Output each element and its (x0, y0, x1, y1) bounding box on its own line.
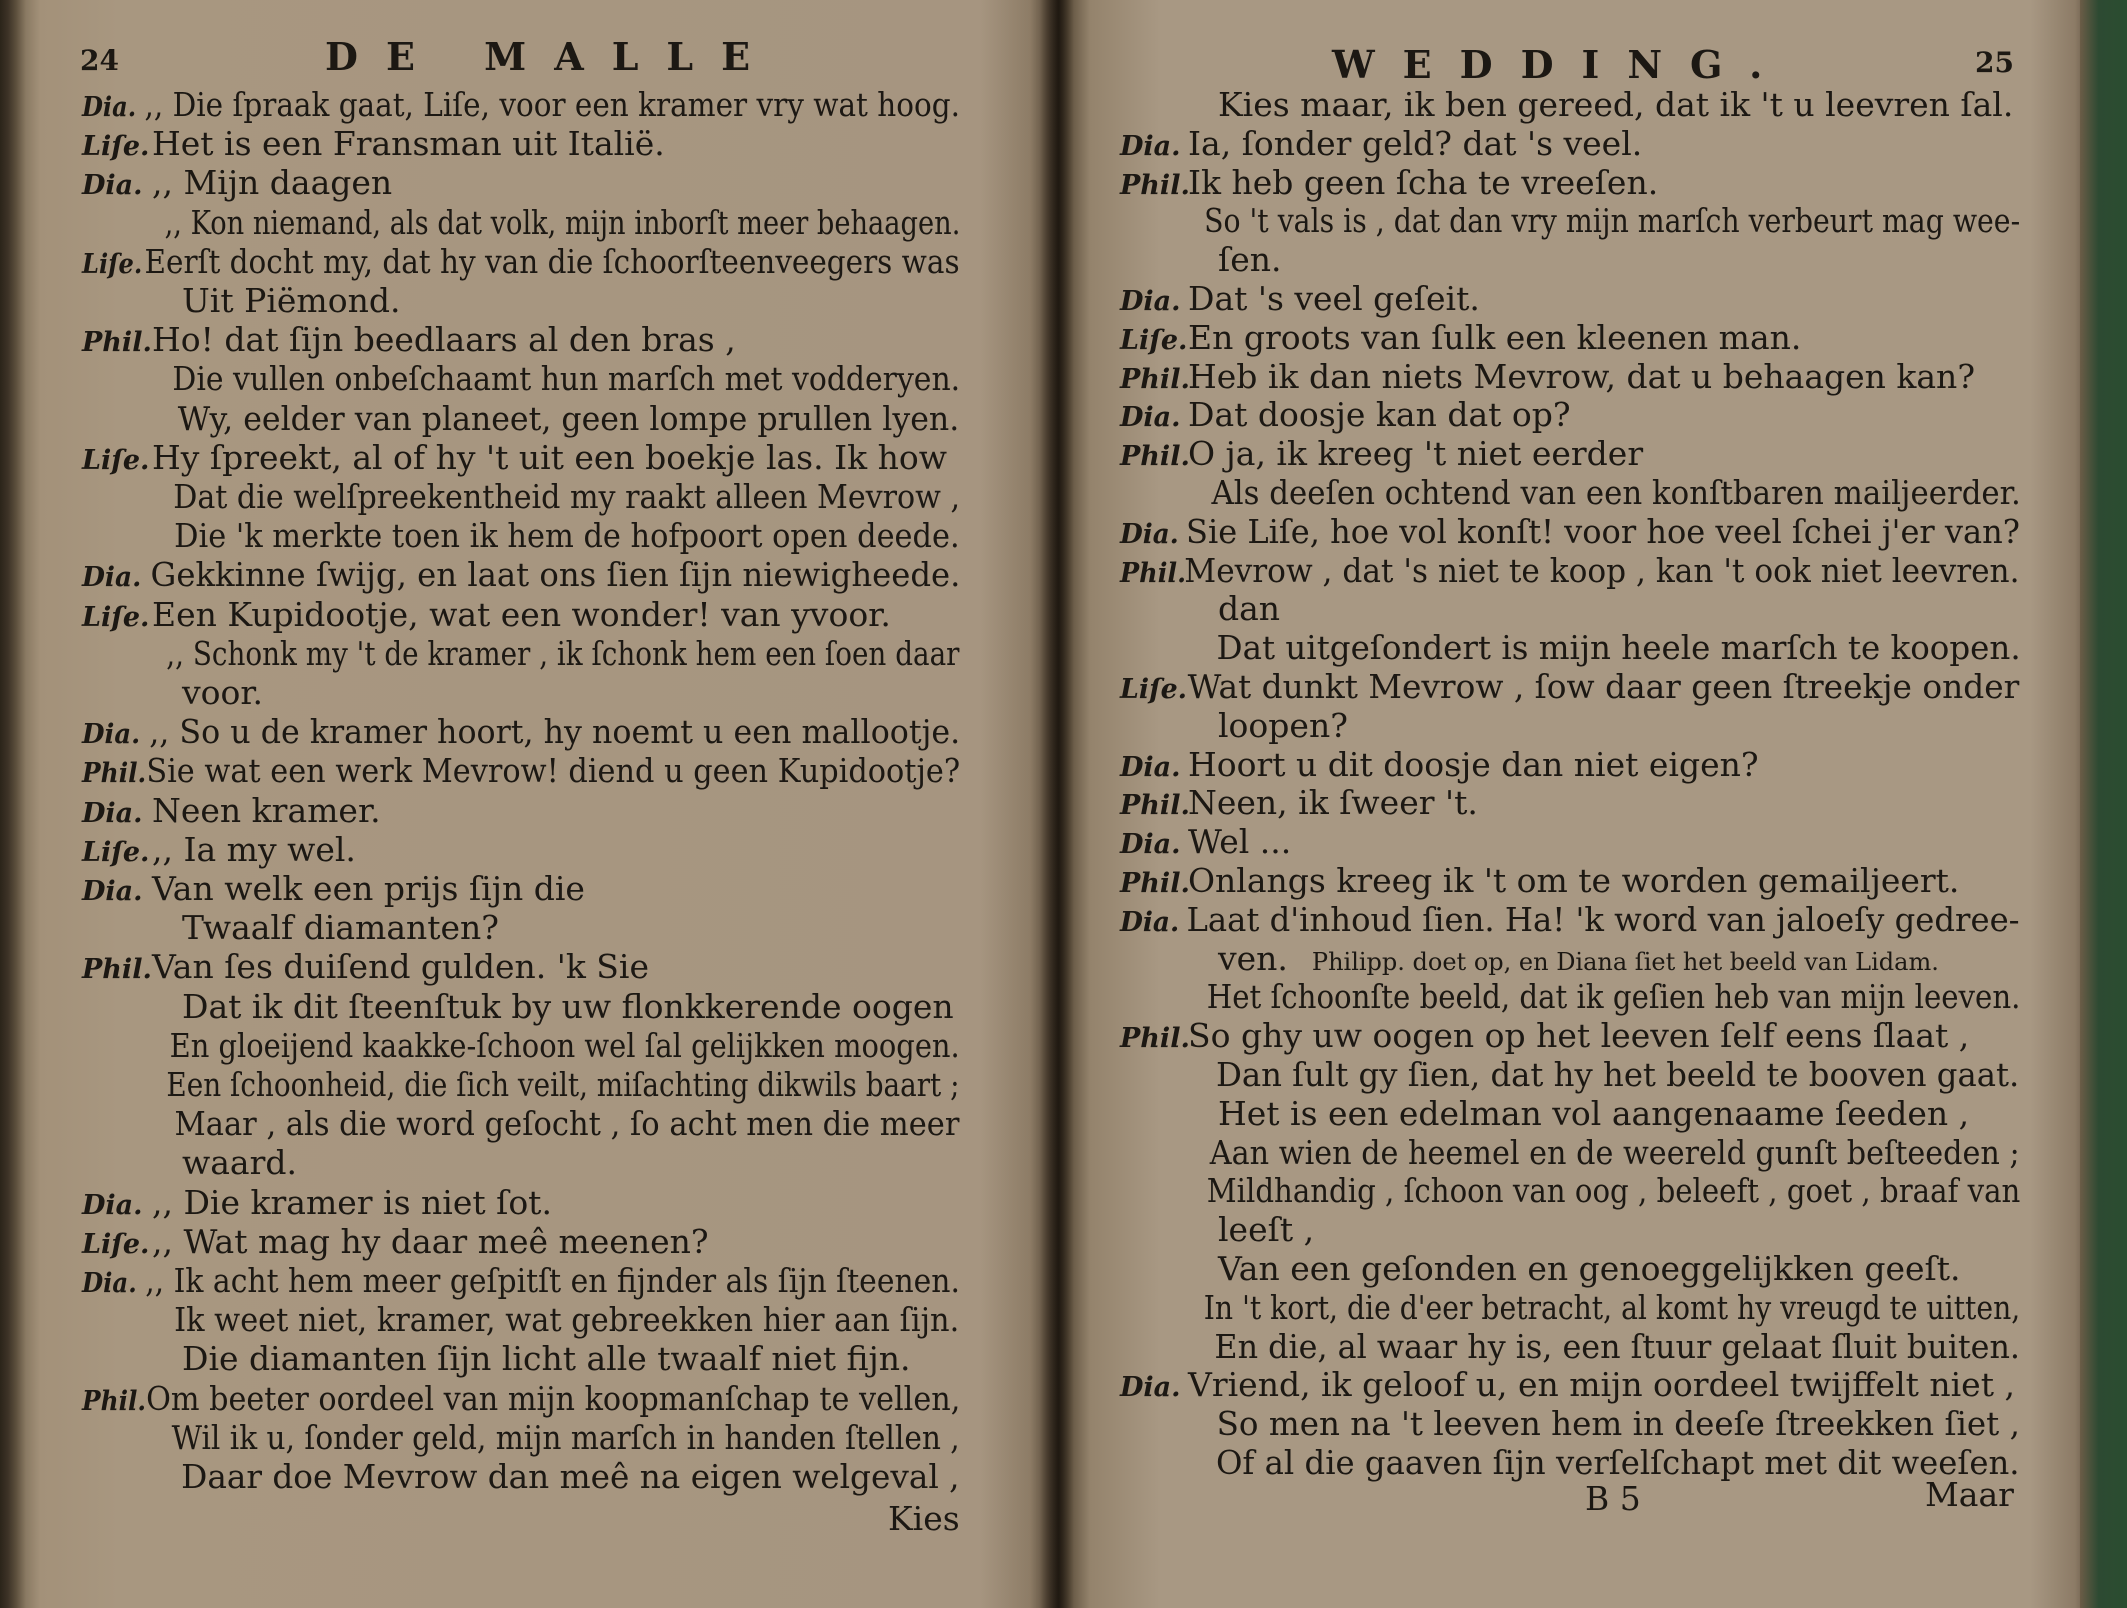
speaker-name: Liſe. (82, 131, 150, 163)
verse-text: Laat d'inhoud ſien. Ha! 'k word van jaloeſy gedree- (1186, 899, 2020, 939)
page-number-left: 24 (80, 44, 119, 77)
text-line (1120, 358, 1975, 399)
speaker-name: Phil. (1120, 363, 1190, 395)
verse-text: waard. (182, 1143, 297, 1183)
verse-text: ,, Die ſpraak gaat, Liſe, voor een kramer vry wat hoog. (144, 85, 960, 124)
speaker-name: Dia. (1120, 130, 1181, 162)
verse-text: Heb ik dan niets Mevrow, dat u behaagen kan? (1188, 356, 1976, 396)
verse-text: En gloeijend kaakke-ſchoon wel ſal gelijkken moogen. (169, 1025, 960, 1065)
speaker-name: Dia. (1120, 518, 1179, 550)
text-line (1120, 1328, 2020, 1366)
text-line (82, 831, 356, 872)
text-line (82, 243, 960, 284)
text-line (1120, 1095, 1969, 1133)
verse-text: ſen. (1218, 240, 1282, 280)
text-line (1120, 668, 2019, 709)
text-line (82, 635, 959, 673)
text-line (1120, 319, 1801, 360)
text-line (82, 1262, 960, 1303)
verse-text: O ja, ik kreeg 't niet eerder (1188, 434, 1644, 474)
text-line (1120, 1366, 2015, 1407)
text-line (1120, 1056, 2019, 1094)
text-line (82, 1184, 552, 1225)
speaker-name: Dia. (82, 797, 143, 829)
text-line (82, 282, 400, 320)
verse-text: ,, Kon niemand, als dat volk, mijn inborſt meer behaagen. (164, 202, 961, 242)
text-line (1120, 978, 2020, 1016)
verse-text: ven. (1218, 938, 1288, 978)
text-line (1120, 823, 1291, 864)
verse-text: Ik heb geen ſcha te vreeſen. (1188, 162, 1659, 202)
text-line (82, 1458, 960, 1496)
text-line (82, 321, 736, 362)
speaker-name: Dia. (1120, 829, 1181, 861)
text-line (1120, 474, 2021, 512)
text-line (82, 1066, 959, 1104)
speaker-name: Phil. (1120, 557, 1187, 589)
speaker-name: Liſe. (82, 836, 150, 868)
verse-text: loopen? (1218, 705, 1348, 745)
verse-text: Dat uitgeſondert is mijn heele marſch te koopen. (1216, 628, 2021, 668)
verse-text: Uit Piëmond. (182, 281, 401, 320)
text-line (1120, 164, 1658, 205)
verse-text: Wil ik u, ſonder geld, mijn marſch in handen ſtellen , (171, 1417, 960, 1457)
verse-text: ,, So u de kramer hoort, hy noemt u een mallootje. (149, 712, 961, 752)
verse-text: Als deeſen ochtend van een konſtbaren mailjeerder. (1211, 473, 2021, 512)
text-line (1120, 1444, 2020, 1482)
text-line (1120, 1017, 1969, 1058)
speaker-name: Liſe. (1120, 324, 1188, 356)
verse-text: So 't vals is , dat dan vry mijn marſch verbeurt mag wee- (1204, 201, 2021, 241)
text-line (82, 360, 960, 398)
text-line (1120, 125, 1642, 166)
verse-text: Om beeter oordeel van mijn koopmanſchap te vellen, (146, 1378, 961, 1418)
speaker-name: Dia. (82, 1268, 137, 1299)
speaker-name: Dia. (1120, 286, 1181, 317)
text-line (82, 792, 381, 833)
speaker-name: Dia. (82, 876, 143, 907)
speaker-name: Phil. (82, 954, 152, 986)
speaker-name: Liſe. (82, 601, 150, 633)
text-line (82, 1027, 960, 1065)
text-line (82, 948, 649, 989)
verse-text: Daar doe Mevrow dan meê na eigen welgeval , (181, 1457, 960, 1496)
speaker-name: Phil. (1120, 790, 1190, 822)
text-line (1120, 1289, 2020, 1327)
verse-text: Het ſchoonſte beeld, dat ik geſien heb van mijn leeven. (1206, 977, 2021, 1017)
page-number-right: 25 (1975, 46, 2014, 79)
verse-text: ,, Ik acht hem meer geſpitſt en fijnder als ſijn ſteenen. (145, 1261, 960, 1300)
text-line (1120, 1211, 1314, 1249)
text-line (82, 596, 891, 637)
verse-text: Neen kramer. (152, 790, 381, 830)
verse-text: Het is een edelman vol aangenaame ſeeden , (1218, 1093, 1970, 1133)
text-line (82, 988, 954, 1026)
text-line (82, 478, 960, 516)
verse-text: Gekkinne ſwijg, en laat ons ſien ſijn niewigheede. (150, 555, 961, 595)
text-line (1120, 590, 1280, 628)
speaker-name: Phil. (82, 758, 147, 790)
text-line (1120, 1134, 2020, 1172)
verse-text: En die, al waar hy is, een ſtuur gelaat ſluit buiten. (1214, 1326, 2021, 1366)
verse-text: Ik weet niet, kramer, wat gebreekken hier aan ſijn. (174, 1300, 960, 1340)
verse-text: Vriend, ik geloof u, en mijn oordeel twijffelt niet , (1188, 1365, 2015, 1405)
verse-text: dan (1218, 589, 1281, 629)
text-line (1120, 86, 2013, 124)
text-line (1120, 1405, 2020, 1443)
verse-text: Of al die gaaven ſijn verſelſchapt met dit weeſen. (1215, 1443, 2020, 1482)
text-line (1120, 280, 1480, 321)
text-line (82, 1144, 297, 1182)
speaker-name: Liſe. (82, 444, 150, 476)
text-line (1120, 746, 1759, 787)
right-page (1060, 0, 2100, 1608)
text-line (1120, 707, 1348, 745)
text-line (82, 1340, 910, 1378)
text-line (1120, 629, 2021, 667)
stage-direction: Philipp. doet op, en Diana ſiet het beeld van Lidam. (1311, 947, 1939, 976)
catchword-left: Kies (888, 1499, 960, 1538)
verse-text: Van ſes duiſend gulden. 'k Sie (152, 947, 649, 987)
text-line (82, 164, 392, 205)
verse-text: Dat 's veel geſeit. (1188, 279, 1480, 318)
verse-text: Wel ... (1188, 822, 1292, 862)
verse-text: Het is een Fransman uit Italië. (152, 124, 665, 164)
text-line (82, 556, 960, 597)
text-line (1120, 1250, 1961, 1288)
verse-text: Dat die welſpreekentheid my raakt alleen Mevrow , (173, 477, 961, 516)
verse-text: Sie Liſe, hoe vol konſt! voor hoe veel ſchei j'er van? (1186, 511, 2020, 551)
speaker-name: Dia. (82, 719, 141, 751)
text-line (82, 400, 959, 438)
verse-text: Een ſchoonheid, die ſich veilt, miſachting dikwils baart ; (166, 1065, 960, 1104)
book-cover-edge (2080, 0, 2127, 1608)
speaker-name: Phil. (1120, 868, 1190, 899)
verse-text: Een Kupidootje, wat een wonder! van yvoor. (152, 594, 891, 634)
verse-text: Twaalf diamanten? (182, 908, 499, 948)
speaker-name: Phil. (1120, 1023, 1190, 1055)
verse-text: Onlangs kreeg ik 't om te worden gemailjeert. (1188, 861, 1960, 900)
verse-text: Van een geſonden en genoeggelijkken geeſt. (1218, 1249, 1961, 1288)
verse-text: Dat ik dit ſteenſtuk by uw flonkkerende oogen (182, 986, 954, 1026)
verse-text: Die vullen onbeſchaamt hun marſch met vodderyen. (172, 359, 961, 399)
speaker-name: Dia. (1120, 1372, 1181, 1404)
speaker-name: Dia. (1120, 906, 1180, 938)
verse-text: Eerſt docht my, dat hy van die ſchoorſteenveegers was (144, 241, 960, 281)
verse-text: Mildhandig , ſchoon van oog , beleeft , goet , braaf van (1206, 1171, 2021, 1211)
text-line (82, 674, 263, 712)
text-line (1120, 202, 2020, 240)
verse-text: Wy, eelder van planeet, geen lompe prullen lyen. (177, 398, 960, 438)
speaker-name: Dia. (82, 92, 137, 123)
text-line (1120, 435, 1643, 476)
verse-text: Van welk een prijs ſijn die (152, 869, 585, 908)
text-line (82, 125, 665, 166)
running-head-right: WEDDING. (1332, 42, 1791, 87)
verse-text: Die diamanten ſijn licht alle twaalf niet fijn. (182, 1339, 911, 1379)
text-line (82, 713, 960, 754)
speaker-name: Dia. (82, 562, 142, 594)
text-line (1120, 552, 2020, 593)
verse-text: En groots van ſulk een kleenen man. (1188, 317, 1802, 357)
verse-text: leeſt , (1218, 1210, 1315, 1250)
catchword-right: Maar (1925, 1475, 2014, 1514)
verse-text: Dat doosje kan dat op? (1188, 395, 1571, 435)
verse-text: Mevrow , dat 's niet te koop , kan 't ook niet leevren. (1184, 550, 2020, 590)
text-line (1120, 241, 1282, 279)
text-line (82, 86, 960, 127)
verse-text: Aan wien de heemel en de weereld gunſt beſteeden ; (1209, 1132, 2020, 1172)
text-line (82, 204, 960, 242)
verse-text: In 't kort, die d'eer betracht, al komt hy vreugd te uitten, (1203, 1287, 2021, 1327)
verse-text: voor. (182, 673, 264, 712)
verse-text: Maar , als die word geſocht , ſo acht men die meer (174, 1104, 960, 1144)
text-line (1120, 901, 2020, 942)
text-line (82, 439, 947, 480)
verse-text: Wat dunkt Mevrow , ſow daar geen ſtreekje onder (1187, 667, 2020, 706)
speaker-name: Liſe. (82, 248, 143, 280)
verse-text: Sie wat een werk Mevrow! diend u geen Kupidootje? (146, 751, 961, 791)
running-head-left: DE MALLE (325, 34, 779, 79)
speaker-name: Liſe. (1120, 674, 1188, 705)
verse-text: Neen, ik ſweer 't. (1188, 783, 1478, 823)
text-line (82, 1301, 959, 1339)
text-line (1120, 784, 1478, 825)
verse-text: ,, Die kramer is niet ſot. (152, 1182, 552, 1222)
verse-text: ,, Wat mag hy daar meê meenen? (152, 1221, 709, 1261)
speaker-name: Phil. (82, 327, 152, 359)
text-line (1120, 513, 2020, 554)
signature-mark: B 5 (1585, 1479, 1641, 1518)
verse-text: ,, Schonk my 't de kramer , ik ſchonk hem een ſoen daar (166, 633, 960, 673)
verse-text: So men na 't leeven hem in deeſe ſtreekken ſiet , (1216, 1404, 2020, 1444)
text-line (82, 1380, 960, 1421)
speaker-name: Dia. (82, 170, 143, 202)
text-line (82, 909, 499, 947)
text-line (1120, 862, 1959, 903)
speaker-name: Liſe. (82, 1228, 150, 1260)
speaker-name: Dia. (1120, 402, 1181, 434)
verse-text: Dan ſult gy ſien, dat hy het beeld te booven gaat. (1215, 1055, 2020, 1094)
text-line (1120, 1172, 2020, 1210)
verse-text: Die 'k merkte toen ik hem de hofpoort open deede. (174, 516, 960, 556)
verse-text: Hy ſpreekt, al of hy 't uit een boekje las. Ik how (152, 437, 947, 477)
text-line (82, 870, 585, 911)
speaker-name: Phil. (82, 1385, 146, 1417)
text-line (1120, 940, 1939, 981)
text-line (82, 1419, 960, 1457)
verse-text: ,, Mijn daagen (152, 163, 393, 203)
text-line (1120, 396, 1571, 437)
verse-text: Ia, ſonder geld? dat 's veel. (1188, 123, 1643, 163)
verse-text: Ho! dat ſijn beedlaars al den bras , (152, 320, 736, 360)
text-line (82, 1105, 959, 1143)
speaker-name: Dia. (82, 1189, 143, 1221)
verse-text: So ghy uw oogen op het leeven ſelf eens ſlaat , (1188, 1016, 1970, 1056)
verse-text: ,, Ia my wel. (152, 829, 356, 869)
text-line (82, 752, 960, 793)
speaker-name: Dia. (1120, 751, 1181, 783)
text-line (82, 1223, 709, 1264)
text-line (82, 517, 960, 555)
speaker-name: Phil. (1120, 169, 1190, 201)
left-page (0, 0, 1050, 1608)
verse-text: Kies maar, ik ben gereed, dat ik 't u leevren ſal. (1218, 85, 2014, 124)
verse-text: Hoort u dit doosje dan niet eigen? (1188, 744, 1759, 784)
speaker-name: Phil. (1120, 441, 1190, 473)
